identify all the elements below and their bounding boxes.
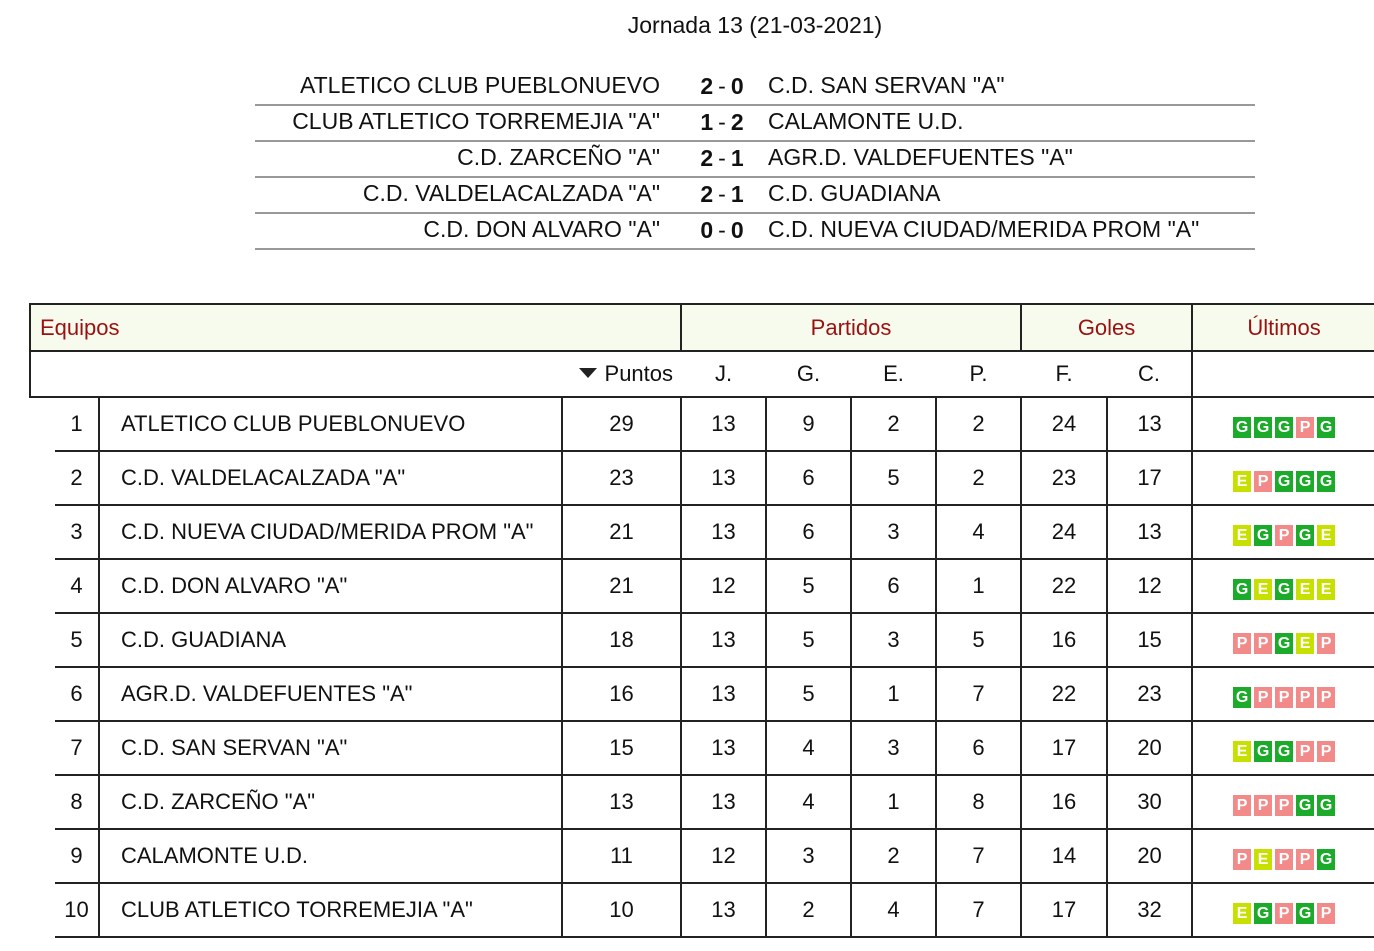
win-badge[interactable]: G [1317,417,1335,438]
home-goals: 0 [700,217,714,243]
win-badge[interactable]: G [1296,795,1314,816]
won-cell: 6 [766,451,851,505]
win-badge[interactable]: G [1296,525,1314,546]
away-team[interactable]: CALAMONTE U.D. [768,108,964,134]
last-results [1233,471,1335,492]
lost-cell: 4 [936,505,1021,559]
loss-badge[interactable]: P [1317,687,1335,708]
table-row[interactable] [30,883,1374,937]
header-goles: Goles [1021,304,1192,351]
position-cell: 4 [55,559,99,613]
home-team[interactable]: CLUB ATLETICO TORREMEJIA "A" [292,108,660,134]
loss-badge[interactable]: P [1275,903,1293,924]
score-separator: - [718,145,726,171]
last-results-cell [1192,451,1374,505]
played-cell: 13 [681,451,766,505]
drawn-cell: 1 [851,775,936,829]
last-results-cell [1192,505,1374,559]
drawn-cell: 3 [851,613,936,667]
score-separator: - [718,109,726,135]
home-team[interactable]: ATLETICO CLUB PUEBLONUEVO [300,72,660,98]
lost-cell: 8 [936,775,1021,829]
home-goals: 2 [700,145,714,171]
draw-badge[interactable]: E [1233,471,1251,492]
team-name[interactable]: C.D. VALDELACALZADA "A" [99,451,562,505]
row-margin [30,397,55,451]
team-name[interactable]: C.D. NUEVA CIUDAD/MERIDA PROM "A" [99,505,562,559]
last-results [1233,903,1335,924]
col-ultimos-header [1192,351,1374,397]
goals-for-cell: 17 [1021,883,1107,937]
position-cell: 5 [55,613,99,667]
team-name[interactable]: C.D. DON ALVARO "A" [99,559,562,613]
table-row[interactable] [30,775,1374,829]
loss-badge[interactable]: P [1317,741,1335,762]
sort-puntos-header[interactable] [562,351,681,397]
drawn-cell: 2 [851,397,936,451]
played-cell: 13 [681,667,766,721]
table-row[interactable] [30,613,1374,667]
win-badge[interactable]: G [1254,525,1272,546]
away-goals: 2 [730,109,744,135]
match-results [255,70,1255,250]
col-c-header[interactable]: C. [1107,351,1192,397]
lost-cell: 2 [936,451,1021,505]
lost-cell: 1 [936,559,1021,613]
loss-badge[interactable]: P [1275,795,1293,816]
won-cell: 4 [766,721,851,775]
won-cell: 2 [766,883,851,937]
loss-badge[interactable]: P [1254,795,1272,816]
goals-for-cell: 23 [1021,451,1107,505]
win-badge[interactable]: G [1275,579,1293,600]
match-score[interactable] [695,145,749,172]
match-score[interactable] [695,109,749,136]
won-cell: 5 [766,559,851,613]
played-cell: 13 [681,721,766,775]
draw-badge[interactable]: E [1233,741,1251,762]
match-row [255,142,1255,178]
position-cell: 3 [55,505,99,559]
match-score[interactable] [695,181,749,208]
header-partidos: Partidos [681,304,1021,351]
row-margin [30,829,55,883]
position-cell: 1 [55,397,99,451]
away-team[interactable]: C.D. NUEVA CIUDAD/MERIDA PROM "A" [768,216,1200,242]
match-row [255,70,1255,106]
row-margin [30,775,55,829]
points-cell: 29 [562,397,681,451]
position-cell: 10 [55,883,99,937]
loss-badge[interactable]: P [1317,903,1335,924]
last-results-cell [1192,775,1374,829]
draw-badge[interactable]: E [1254,579,1272,600]
position-cell: 2 [55,451,99,505]
drawn-cell: 5 [851,451,936,505]
goals-for-cell: 24 [1021,505,1107,559]
won-cell: 6 [766,505,851,559]
loss-badge[interactable]: P [1254,687,1272,708]
won-cell: 3 [766,829,851,883]
jornada-title: Jornada 13 (21-03-2021) [627,12,883,38]
played-cell: 13 [681,397,766,451]
won-cell: 4 [766,775,851,829]
played-cell: 13 [681,883,766,937]
group-header-row [30,304,1374,351]
draw-badge[interactable]: E [1296,633,1314,654]
team-name[interactable]: CALAMONTE U.D. [99,829,562,883]
lost-cell: 7 [936,883,1021,937]
match-score[interactable] [695,217,749,244]
goals-against-cell: 13 [1107,397,1192,451]
team-name[interactable]: ATLETICO CLUB PUEBLONUEVO [99,397,562,451]
away-goals: 0 [730,73,744,99]
last-results [1233,633,1335,654]
table-row[interactable] [30,397,1374,451]
last-results-cell [1192,721,1374,775]
played-cell: 12 [681,829,766,883]
loss-badge[interactable]: P [1275,687,1293,708]
home-team[interactable]: C.D. VALDELACALZADA "A" [362,180,660,206]
drawn-cell: 3 [851,721,936,775]
points-cell: 18 [562,613,681,667]
away-team[interactable]: C.D. SAN SERVAN "A" [768,72,1005,98]
row-margin [30,721,55,775]
away-goals: 1 [730,181,744,207]
row-margin [30,451,55,505]
team-name[interactable]: AGR.D. VALDEFUENTES "A" [99,667,562,721]
points-cell: 13 [562,775,681,829]
win-badge[interactable]: G [1233,579,1251,600]
sort-desc-icon [579,368,597,378]
row-margin [30,613,55,667]
away-team[interactable]: C.D. GUADIANA [768,180,941,206]
goals-against-cell: 15 [1107,613,1192,667]
home-team[interactable]: C.D. DON ALVARO "A" [423,216,660,242]
table-row[interactable] [30,667,1374,721]
last-results-cell [1192,883,1374,937]
played-cell: 12 [681,559,766,613]
goals-for-cell: 14 [1021,829,1107,883]
loss-badge[interactable]: P [1296,417,1314,438]
goals-against-cell: 23 [1107,667,1192,721]
won-cell: 5 [766,667,851,721]
points-cell: 23 [562,451,681,505]
last-results [1233,741,1335,762]
loss-badge[interactable]: P [1254,471,1272,492]
draw-badge[interactable]: E [1233,903,1251,924]
table-row[interactable] [30,451,1374,505]
lost-cell: 7 [936,667,1021,721]
win-badge[interactable]: G [1254,741,1272,762]
row-margin [30,559,55,613]
col-p-header[interactable]: P. [936,351,1021,397]
row-margin [30,505,55,559]
header-ultimos: Últimos [1192,304,1374,351]
draw-badge[interactable]: E [1233,525,1251,546]
loss-badge[interactable]: P [1317,633,1335,654]
team-name[interactable]: CLUB ATLETICO TORREMEJIA "A" [99,883,562,937]
points-cell: 16 [562,667,681,721]
draw-badge[interactable]: E [1317,525,1335,546]
last-results [1233,687,1335,708]
row-margin [30,667,55,721]
win-badge[interactable]: G [1233,417,1251,438]
loss-badge[interactable]: P [1254,633,1272,654]
last-results-cell [1192,559,1374,613]
score-separator: - [718,217,726,243]
goals-for-cell: 17 [1021,721,1107,775]
puntos-label: Puntos [604,361,674,386]
col-e-header[interactable]: E. [851,351,936,397]
table-row[interactable] [30,829,1374,883]
match-row [255,106,1255,142]
win-badge[interactable]: G [1296,903,1314,924]
drawn-cell: 4 [851,883,936,937]
position-cell: 6 [55,667,99,721]
win-badge[interactable]: G [1275,417,1293,438]
column-header-row [30,351,1374,397]
lost-cell: 6 [936,721,1021,775]
points-cell: 21 [562,505,681,559]
table-row[interactable] [30,505,1374,559]
away-goals: 0 [730,217,744,243]
last-results-cell [1192,829,1374,883]
goals-against-cell: 20 [1107,829,1192,883]
last-results [1233,417,1335,438]
win-badge[interactable]: G [1254,417,1272,438]
home-goals: 2 [700,181,714,207]
standings-table [29,303,1374,938]
goals-against-cell: 20 [1107,721,1192,775]
loss-badge[interactable]: P [1275,525,1293,546]
team-name[interactable]: C.D. GUADIANA [99,613,562,667]
last-results [1233,579,1335,600]
table-row[interactable] [30,559,1374,613]
win-badge[interactable]: G [1275,471,1293,492]
win-badge[interactable]: G [1254,903,1272,924]
last-results-cell [1192,397,1374,451]
goals-for-cell: 22 [1021,559,1107,613]
position-cell: 7 [55,721,99,775]
points-cell: 11 [562,829,681,883]
col-g-header[interactable]: G. [766,351,851,397]
loss-badge[interactable]: P [1296,741,1314,762]
drawn-cell: 3 [851,505,936,559]
match-score[interactable] [695,73,749,100]
loss-badge[interactable]: P [1233,795,1251,816]
win-badge[interactable]: G [1275,741,1293,762]
win-badge[interactable]: G [1317,471,1335,492]
goals-for-cell: 16 [1021,613,1107,667]
lost-cell: 5 [936,613,1021,667]
won-cell: 5 [766,613,851,667]
lost-cell: 7 [936,829,1021,883]
win-badge[interactable]: G [1296,471,1314,492]
draw-badge[interactable]: E [1317,579,1335,600]
match-row [255,178,1255,214]
loss-badge[interactable]: P [1275,849,1293,870]
header-blank [30,351,562,397]
home-goals: 2 [700,73,714,99]
goals-for-cell: 22 [1021,667,1107,721]
position-cell: 9 [55,829,99,883]
goals-against-cell: 17 [1107,451,1192,505]
last-results-cell [1192,667,1374,721]
last-results [1233,525,1335,546]
last-results-cell [1192,613,1374,667]
points-cell: 15 [562,721,681,775]
away-team[interactable]: AGR.D. VALDEFUENTES "A" [768,144,1073,170]
score-separator: - [718,181,726,207]
win-badge[interactable]: G [1317,849,1335,870]
goals-against-cell: 12 [1107,559,1192,613]
last-results [1233,795,1335,816]
goals-for-cell: 24 [1021,397,1107,451]
win-badge[interactable]: G [1317,795,1335,816]
win-badge[interactable]: G [1275,633,1293,654]
goals-against-cell: 32 [1107,883,1192,937]
drawn-cell: 6 [851,559,936,613]
header-equipos: Equipos [30,304,681,351]
won-cell: 9 [766,397,851,451]
points-cell: 10 [562,883,681,937]
played-cell: 13 [681,613,766,667]
played-cell: 13 [681,775,766,829]
win-badge[interactable]: G [1233,687,1251,708]
drawn-cell: 1 [851,667,936,721]
col-j-header[interactable]: J. [681,351,766,397]
col-f-header[interactable]: F. [1021,351,1107,397]
home-team[interactable]: C.D. ZARCEÑO "A" [457,144,660,170]
score-separator: - [718,73,726,99]
last-results [1233,849,1335,870]
loss-badge[interactable]: P [1233,849,1251,870]
team-name[interactable]: C.D. ZARCEÑO "A" [99,775,562,829]
lost-cell: 2 [936,397,1021,451]
home-goals: 1 [700,109,714,135]
loss-badge[interactable]: P [1296,687,1314,708]
goals-against-cell: 30 [1107,775,1192,829]
away-goals: 1 [730,145,744,171]
played-cell: 13 [681,505,766,559]
draw-badge[interactable]: E [1254,849,1272,870]
points-cell: 21 [562,559,681,613]
loss-badge[interactable]: P [1296,849,1314,870]
position-cell: 8 [55,775,99,829]
goals-against-cell: 13 [1107,505,1192,559]
team-name[interactable]: C.D. SAN SERVAN "A" [99,721,562,775]
loss-badge[interactable]: P [1233,633,1251,654]
goals-for-cell: 16 [1021,775,1107,829]
draw-badge[interactable]: E [1296,579,1314,600]
table-row[interactable] [30,721,1374,775]
drawn-cell: 2 [851,829,936,883]
match-row [255,214,1255,250]
row-margin [30,883,55,937]
